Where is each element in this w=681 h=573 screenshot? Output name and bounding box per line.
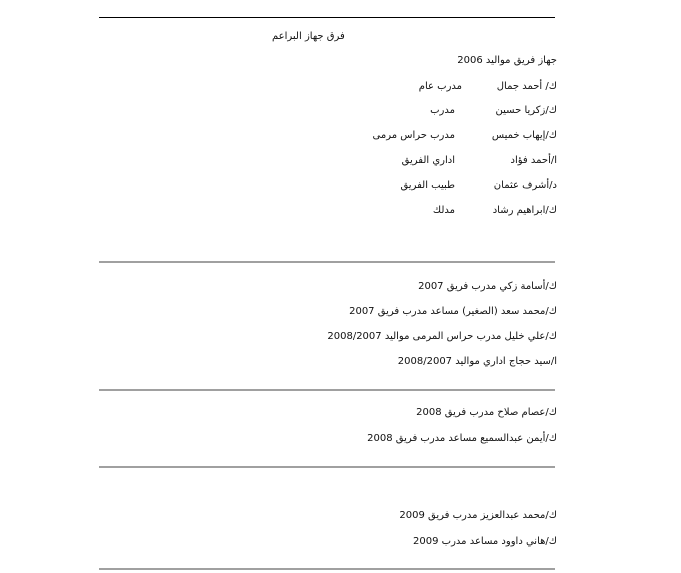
staff-role: مدرب	[430, 105, 455, 116]
top-rule	[99, 17, 555, 18]
staff-role: مدلك	[432, 205, 455, 216]
staff-role: طبيب الفريق	[400, 180, 455, 191]
section-divider	[99, 466, 555, 468]
staff-name: ك/إيهاب خميس	[491, 130, 557, 141]
staff-line: ك/محمد سعد (الصغير) مساعد مدرب فريق 2007	[349, 306, 557, 317]
staff-role: مدرب حراس مرمى	[372, 130, 455, 141]
section-divider	[99, 568, 555, 570]
staff-line: ك/أسامة زكي مدرب فريق 2007	[418, 281, 557, 292]
staff-name: ك/زكريا حسين	[495, 105, 557, 116]
section-2006-heading: جهاز فريق مواليد 2006	[457, 55, 557, 66]
staff-name: د/أشرف عثمان	[493, 180, 557, 191]
staff-line: ك/عصام صلاح مدرب فريق 2008	[416, 407, 557, 418]
staff-name: ا/أحمد فؤاد	[510, 155, 557, 166]
section-divider	[99, 389, 555, 391]
staff-line: ا/سيد حجاج اداري مواليد 2008/2007	[397, 356, 557, 367]
staff-role: مدرب عام	[418, 81, 462, 92]
staff-line: ك/علي خليل مدرب حراس المرمى مواليد 2008/2007	[327, 331, 557, 342]
staff-name: ك/ابراهيم رشاد	[492, 205, 557, 216]
staff-line: ك/هاني داوود مساعد مدرب 2009	[413, 536, 557, 547]
staff-line: ك/أيمن عبدالسميع مساعد مدرب فريق 2008	[367, 433, 557, 444]
staff-name: ك/ أحمد جمال	[496, 81, 557, 92]
staff-line: ك/محمد عبدالعزيز مدرب فريق 2009	[399, 510, 557, 521]
section-divider	[99, 261, 555, 263]
document-title: فرق جهاز البراعم	[272, 31, 345, 42]
staff-role: اداري الفريق	[401, 155, 455, 166]
